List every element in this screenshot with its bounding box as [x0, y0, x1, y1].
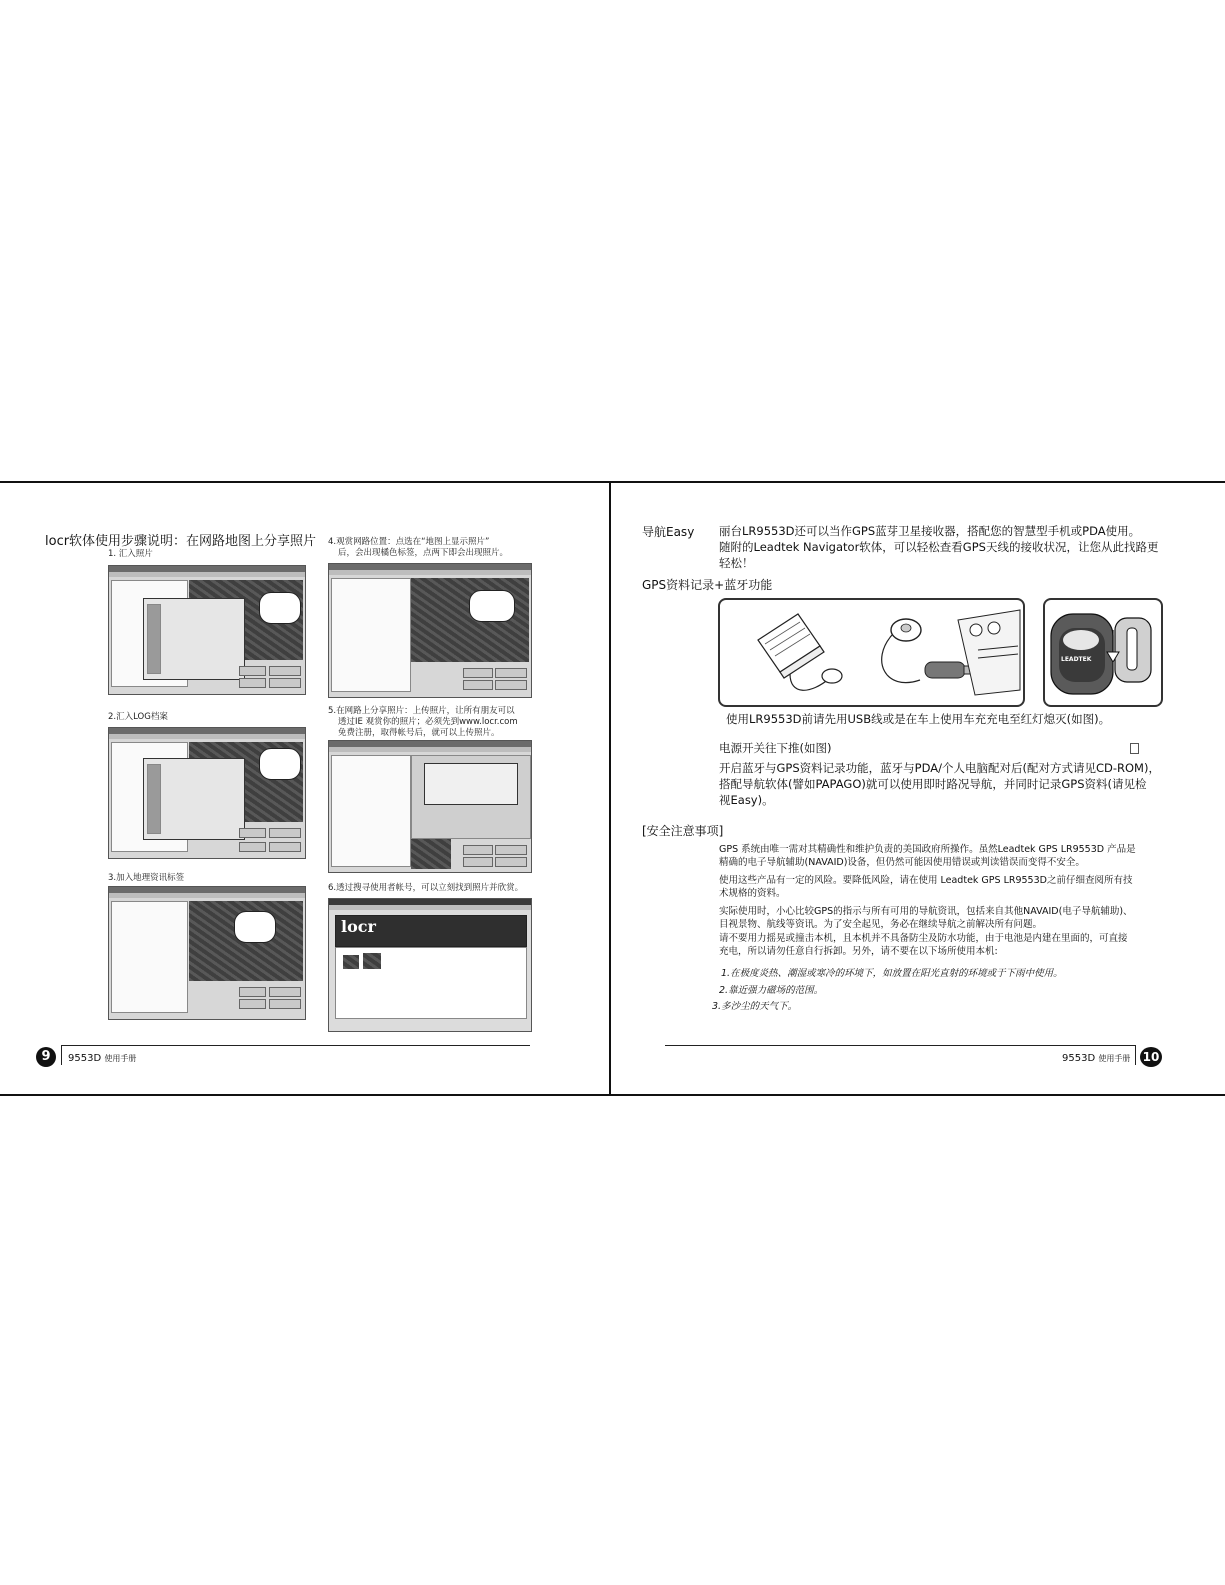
leadtek-device-logo: LEADTEK — [1061, 656, 1092, 663]
step-1-caption: 1. 汇入照片 — [108, 549, 153, 559]
safety-heading: [安全注意事项] — [642, 824, 724, 838]
power-switch-instruction: 电源开关往下推(如图) — [719, 741, 832, 755]
step-3-caption: 3.加入地理资讯标签 — [108, 873, 185, 883]
safety-paragraph-2: 使用这些产品有一定的风险。要降低风险，请在使用 Leadtek GPS LR9553D之前仔细查阅所有技 术规格的资料。 — [719, 875, 1133, 899]
gps-log-heading: GPS资料记录+蓝牙功能 — [642, 578, 773, 592]
power-switch-illustration — [1043, 598, 1163, 707]
laptop-car-charger-drawing — [720, 600, 1023, 705]
bluetooth-instruction: 开启蓝牙与GPS资料记录功能，蓝牙与PDA/个人电脑配对后(配对方式请见CD-ROM)， 搭配导航软体(譬如PAPAGO)就可以使用即时路况导航，并同时记录GPS资料(请见检 视Easy)。 — [719, 761, 1160, 807]
right-footer-rule — [665, 1045, 1135, 1046]
screenshot-locr-website — [328, 898, 532, 1032]
safety-paragraph-3: 实际使用时，小心比较GPS的指示与所有可用的导航资讯，包括来自其他NAVAID(电子导航辅助)、 目视景物、航线等资讯。为了安全起见，务必在继续导航之前解决所有问题。 — [719, 906, 1133, 930]
warning-item-2: 2.靠近强力磁场的范围。 — [719, 985, 824, 996]
warning-item-1: 1.在极度炎热、潮湿或寒冷的环境下，如放置在阳光直射的环境或于下雨中使用。 — [721, 968, 1063, 979]
safety-paragraph-4: 请不要用力摇晃或撞击本机，且本机并不具备防尘及防水功能，由于电池是内建在里面的，可直接 充电，所以请勿任意自行拆卸。另外，请不要在以下场所使用本机: — [719, 933, 1128, 957]
page-gutter — [609, 481, 611, 1096]
screenshot-geo-tags — [108, 886, 306, 1020]
spread-bottom-border — [0, 1094, 1225, 1096]
spread-top-border — [0, 481, 1225, 483]
locr-logo: locr — [341, 917, 376, 936]
device-switch-drawing — [1045, 600, 1161, 705]
screenshot-view-location — [328, 563, 532, 698]
left-page-title: locr软体使用步骤说明：在网路地图上分享照片 — [45, 534, 317, 549]
charge-instruction: 使用LR9553D前请先用USB线或是在车上使用车充充电至红灯熄灭(如图)。 — [726, 712, 1111, 726]
placeholder-box-icon — [1130, 743, 1139, 754]
screenshot-share-online — [328, 740, 532, 873]
page-number-badge-right: 10 — [1140, 1047, 1162, 1067]
nav-easy-label: 导航Easy — [642, 525, 695, 539]
step-4-caption: 4.观赏网路位置：点选在“地图上显示照片” 后，会出现橘色标签，点两下即会出现照片。 — [328, 537, 509, 558]
step-5-caption: 5.在网路上分享照片：上传照片，让所有朋友可以 透过IE 观赏你的照片；必须先到www.locr.com 免费注册，取得帐号后，就可以上传照片。 — [328, 706, 518, 738]
screenshot-import-photos — [108, 565, 306, 695]
left-footer-label: 9553D 使用手册 — [68, 1053, 137, 1064]
screenshot-import-log — [108, 727, 306, 859]
charging-illustration — [718, 598, 1025, 707]
safety-paragraph-1: GPS 系统由唯一需对其精确性和维护负责的美国政府所操作。虽然Leadtek GPS LR9553D 产品是 精确的电子导航辅助(NAVAID)设备，但仍然可能因使用错误或判读错误而变得不安全。 — [719, 844, 1136, 868]
step-6-caption: 6.透过搜寻使用者帐号，可以立刻找到照片并欣赏。 — [328, 883, 524, 893]
nav-easy-description: 丽台LR9553D还可以当作GPS蓝芽卫星接收器，搭配您的智慧型手机或PDA使用。 随附的Leadtek Navigator软体，可以轻松查看GPS天线的接收状况，让您从此找路更 轻松！ — [719, 524, 1159, 570]
step-2-caption: 2.汇入LOG档案 — [108, 712, 168, 722]
warning-item-3: 3.多沙尘的天气下。 — [712, 1001, 798, 1012]
right-footer-label: 9553D 使用手册 — [1062, 1053, 1131, 1064]
page-number-badge-left: 9 — [36, 1047, 56, 1067]
left-footer-rule — [62, 1045, 530, 1046]
